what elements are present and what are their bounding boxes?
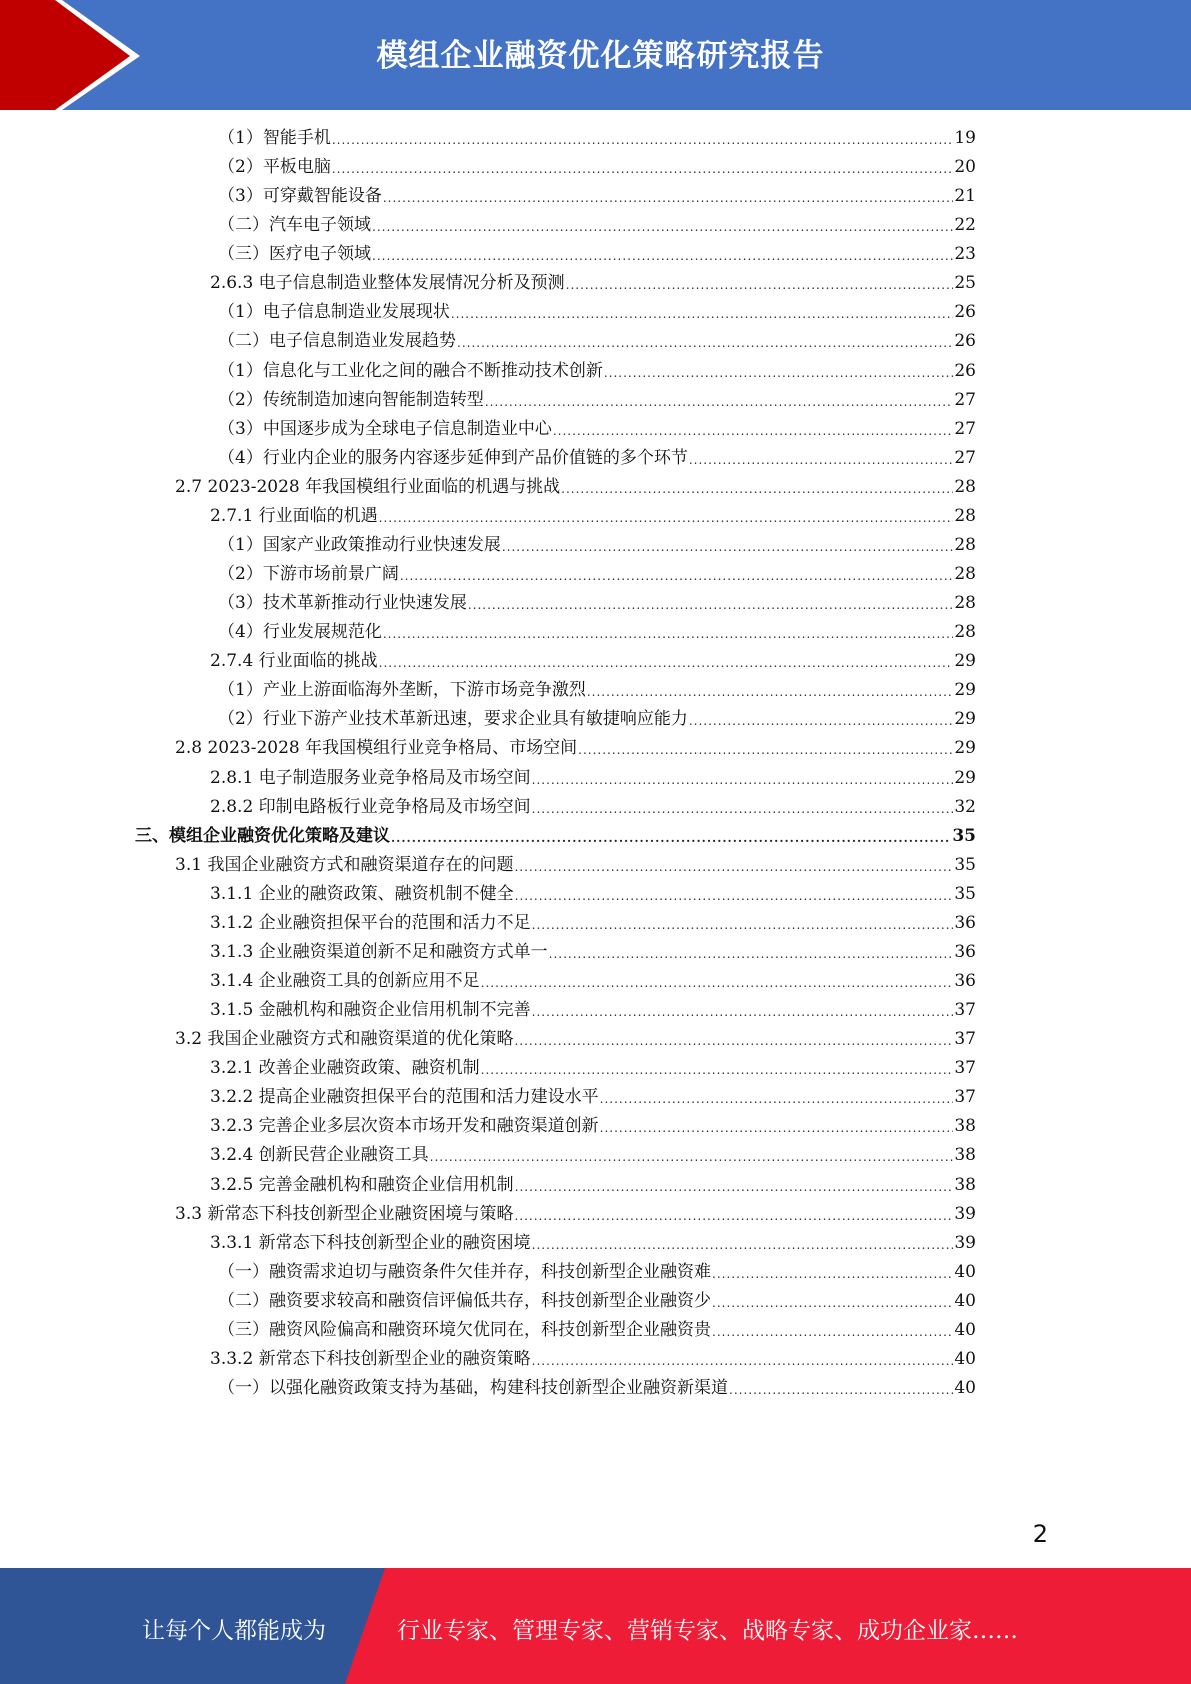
toc-entry[interactable] <box>210 905 976 934</box>
toc-entry-page: 19 <box>954 128 976 148</box>
toc-entry-page: 28 <box>954 534 976 555</box>
dot-leader <box>566 276 954 294</box>
page-footer <box>0 1568 1191 1684</box>
toc-entry-label: 2.8 2023-2028 年我国模组行业竞争格局、市场空间 <box>175 738 578 759</box>
toc-entry-label: 3.1.2 企业融资担保平台的范围和活力不足 <box>210 912 531 933</box>
toc-entry-page: 28 <box>954 593 976 614</box>
toc-entry-label: 2.7.4 行业面临的挑战 <box>210 651 378 672</box>
dot-leader <box>532 1236 954 1254</box>
toc-entry-label: 2.7 2023-2028 年我国模组行业面临的机遇与挑战 <box>175 476 561 497</box>
toc-entry[interactable] <box>210 643 976 672</box>
dot-leader <box>549 945 954 963</box>
dot-leader <box>383 625 954 643</box>
toc-entry[interactable] <box>218 178 976 207</box>
toc-entry[interactable] <box>210 992 976 1021</box>
toc-entry[interactable] <box>210 1167 976 1196</box>
dot-leader <box>553 422 954 440</box>
toc-entry-page: 27 <box>954 389 976 410</box>
toc-entry-label: （3）可穿戴智能设备 <box>218 186 382 207</box>
dot-leader <box>468 596 954 614</box>
dot-leader <box>332 131 954 149</box>
toc-entry-page: 39 <box>954 1203 976 1224</box>
toc-entry-label: （1）产业上游面临海外垄断，下游市场竞争激烈 <box>218 680 586 701</box>
dot-leader <box>514 858 953 876</box>
toc-entry-label: （一）以强化融资政策支持为基础，构建科技创新型企业融资新渠道 <box>218 1378 728 1398</box>
toc-entry-label: 3.1.4 企业融资工具的创新应用不足 <box>210 971 480 992</box>
toc-entry-label: 3.2.5 完善金融机构和融资企业信用机制 <box>210 1174 514 1195</box>
toc-entry[interactable] <box>210 498 976 527</box>
dot-leader <box>379 509 954 527</box>
toc-entry-label: （1）信息化与工业化之间的融合不断推动技术创新 <box>218 360 603 381</box>
toc-entry-page: 26 <box>954 331 976 352</box>
toc-entry[interactable] <box>210 963 976 992</box>
dot-leader <box>532 800 954 818</box>
toc-entry-page: 36 <box>954 912 976 933</box>
dot-leader <box>712 1323 953 1341</box>
toc-entry-page: 29 <box>954 767 976 788</box>
toc-entry-label: （三）融资风险偏高和融资环境欠优同在，科技创新型企业融资贵 <box>218 1319 711 1340</box>
toc-entry-label: （2）传统制造加速向智能制造转型 <box>218 389 484 410</box>
toc-entry-page: 35 <box>954 883 976 904</box>
toc-entry-page: 40 <box>954 1290 976 1311</box>
dot-leader <box>532 916 954 934</box>
dot-leader <box>515 887 954 905</box>
toc-entry[interactable] <box>218 1254 976 1283</box>
page-number: 2 <box>1032 1520 1048 1548</box>
toc-entry[interactable] <box>210 789 976 818</box>
toc-entry-page: 36 <box>954 971 976 992</box>
dot-leader <box>515 1178 954 1196</box>
toc-entry-label: （二）融资要求较高和融资信评偏低共存，科技创新型企业融资少 <box>218 1290 711 1311</box>
toc-entry-label: 2.8.1 电子制造服务业竞争格局及市场空间 <box>210 767 531 788</box>
dot-leader <box>430 1148 954 1166</box>
toc-entry-page: 27 <box>954 418 976 439</box>
toc-entry-page: 38 <box>954 1174 976 1195</box>
document-title: 模组企业融资优化策略研究报告 <box>376 38 825 74</box>
dot-leader <box>712 1294 953 1312</box>
toc-entry[interactable] <box>210 265 976 294</box>
toc-entry-label: （4）行业发展规范化 <box>218 622 382 643</box>
toc-entry-page: 26 <box>954 360 976 381</box>
toc-entry-page: 35 <box>954 854 976 875</box>
toc-entry[interactable] <box>218 120 976 149</box>
toc-entry[interactable] <box>218 382 976 411</box>
toc-entry[interactable] <box>218 527 976 556</box>
toc-entry[interactable] <box>210 934 976 963</box>
dot-leader <box>481 1061 954 1079</box>
toc-entry[interactable] <box>210 876 976 905</box>
page-header <box>0 0 1191 110</box>
dot-leader <box>514 1032 953 1050</box>
toc-entry-label: 3.2.2 提高企业融资担保平台的范围和活力建设水平 <box>210 1087 599 1108</box>
toc-entry-page: 27 <box>954 447 976 468</box>
toc-entry[interactable] <box>210 1225 976 1254</box>
toc-entry[interactable] <box>175 730 976 759</box>
toc-entry-label: （3）技术革新推动行业快速发展 <box>218 593 467 614</box>
toc-entry[interactable] <box>210 1341 976 1370</box>
toc-entry[interactable] <box>210 1079 976 1108</box>
dot-leader <box>600 1090 954 1108</box>
toc-entry-page: 39 <box>954 1232 976 1253</box>
toc-entry-page: 22 <box>954 215 976 236</box>
toc-entry[interactable] <box>218 236 976 265</box>
dot-leader <box>451 305 954 323</box>
dot-leader <box>481 974 954 992</box>
footer-slogan-left: 让每个人都能成为 <box>142 1618 326 1644</box>
toc-entry-label: （1）智能手机 <box>218 128 331 148</box>
dot-leader <box>532 771 954 789</box>
toc-entry-page: 32 <box>954 796 976 817</box>
toc-entry-page: 25 <box>954 273 976 294</box>
toc-entry-label: （3）中国逐步成为全球电子信息制造业中心 <box>218 418 552 439</box>
toc-entry-label: 3.2.3 完善企业多层次资本市场开发和融资渠道创新 <box>210 1116 599 1137</box>
toc-entry-label: （1）电子信息制造业发展现状 <box>218 302 450 323</box>
toc-entry-label: 3.1.1 企业的融资政策、融资机制不健全 <box>210 883 514 904</box>
toc-entry-label: 三、模组企业融资优化策略及建议 <box>135 825 390 846</box>
dot-leader <box>532 1003 954 1021</box>
dot-leader <box>457 334 953 352</box>
toc-entry-label: 3.1 我国企业融资方式和融资渠道存在的问题 <box>175 854 514 875</box>
toc-entry-label: （2）行业下游产业技术革新迅速，要求企业具有敏捷响应能力 <box>218 709 688 730</box>
toc-entry-page: 36 <box>954 941 976 962</box>
dot-leader <box>502 538 954 556</box>
toc-entry[interactable] <box>175 469 976 498</box>
toc-entry[interactable] <box>218 701 976 730</box>
toc-entry-page: 21 <box>954 186 976 207</box>
toc-entry-page: 26 <box>954 302 976 323</box>
toc-entry-page: 28 <box>954 476 976 497</box>
toc-entry-page: 40 <box>954 1348 976 1369</box>
dot-leader <box>604 364 954 382</box>
dot-leader <box>485 393 954 411</box>
toc-entry[interactable] <box>218 411 976 440</box>
toc-entry-label: （4）行业内企业的服务内容逐步延伸到产品价值链的多个环节 <box>218 447 688 468</box>
toc-entry[interactable] <box>218 207 976 236</box>
toc-entry[interactable] <box>210 1108 976 1137</box>
toc-entry-page: 29 <box>954 651 976 672</box>
dot-leader <box>383 189 954 207</box>
toc-entry-label: 3.1.3 企业融资渠道创新不足和融资方式单一 <box>210 941 548 962</box>
toc-entry[interactable] <box>218 323 976 352</box>
dot-leader <box>332 160 954 178</box>
toc-entry[interactable] <box>175 1196 976 1225</box>
toc-entry-page: 35 <box>952 825 976 846</box>
toc-entry-label: （三）医疗电子领域 <box>218 244 371 265</box>
toc-entry-page: 29 <box>954 680 976 701</box>
toc-entry[interactable] <box>218 1312 976 1341</box>
toc-entry-label: 2.7.1 行业面临的机遇 <box>210 505 378 526</box>
toc-entry-label: 3.3.1 新常态下科技创新型企业的融资困境 <box>210 1232 531 1253</box>
toc-entry[interactable] <box>210 760 976 789</box>
toc-entry[interactable] <box>135 818 976 847</box>
toc-entry-label: 3.3.2 新常态下科技创新型企业的融资策略 <box>210 1348 531 1369</box>
toc-entry[interactable] <box>218 1370 976 1399</box>
toc-entry[interactable] <box>218 440 976 469</box>
toc-entry[interactable] <box>210 1050 976 1079</box>
dot-leader <box>514 1207 953 1225</box>
dot-leader <box>587 683 954 701</box>
toc-entry-label: 3.1.5 金融机构和融资企业信用机制不完善 <box>210 1000 531 1021</box>
toc-entry-page: 29 <box>954 709 976 730</box>
toc-entry-page: 37 <box>954 1000 976 1021</box>
toc-entry-page: 40 <box>954 1261 976 1282</box>
toc-entry-page: 40 <box>954 1378 976 1398</box>
toc-entry-label: （2）平板电脑 <box>218 157 331 178</box>
toc-entry-page: 38 <box>954 1116 976 1137</box>
toc-entry-page: 20 <box>954 157 976 178</box>
toc-entry-label: （一）融资需求迫切与融资条件欠佳并存，科技创新型企业融资难 <box>218 1261 711 1282</box>
toc-entry-label: 3.3 新常态下科技创新型企业融资困境与策略 <box>175 1203 514 1224</box>
toc-entry-page: 38 <box>954 1145 976 1166</box>
toc-entry-label: （1）国家产业政策推动行业快速发展 <box>218 534 501 555</box>
dot-leader <box>379 654 954 672</box>
toc-entry[interactable] <box>218 294 976 323</box>
toc-entry[interactable] <box>218 149 976 178</box>
toc-entry-label: 2.6.3 电子信息制造业整体发展情况分析及预测 <box>210 273 565 294</box>
toc-entry[interactable] <box>210 1137 976 1166</box>
toc-entry-page: 29 <box>954 738 976 759</box>
dot-leader <box>689 451 954 469</box>
dot-leader <box>532 1352 954 1370</box>
dot-leader <box>600 1119 954 1137</box>
toc-entry[interactable] <box>218 1283 976 1312</box>
toc-entry[interactable] <box>218 614 976 643</box>
toc-entry-label: （二）汽车电子领域 <box>218 215 371 236</box>
toc-entry-label: 3.2.4 创新民营企业融资工具 <box>210 1145 429 1166</box>
toc-entry[interactable] <box>175 1021 976 1050</box>
dot-leader <box>712 1265 953 1283</box>
toc-entry-page: 23 <box>954 244 976 265</box>
dot-leader <box>689 712 954 730</box>
toc-entry-page: 37 <box>954 1029 976 1050</box>
toc-entry-page: 37 <box>954 1058 976 1079</box>
toc-entry[interactable] <box>218 672 976 701</box>
toc-entry[interactable] <box>218 353 976 382</box>
footer-slogan-right: 行业专家、管理专家、营销专家、战略专家、成功企业家…… <box>397 1618 1018 1644</box>
dot-leader <box>400 567 954 585</box>
toc-entry-label: 3.2.1 改善企业融资政策、融资机制 <box>210 1058 480 1079</box>
toc-entry-page: 28 <box>954 622 976 643</box>
dot-leader <box>561 480 953 498</box>
toc-entry-page: 37 <box>954 1087 976 1108</box>
dot-leader <box>391 829 951 847</box>
toc-entry-label: 3.2 我国企业融资方式和融资渠道的优化策略 <box>175 1029 514 1050</box>
toc-entry-label: （二）电子信息制造业发展趋势 <box>218 331 456 352</box>
toc-entry[interactable] <box>218 556 976 585</box>
dot-leader <box>729 1381 953 1399</box>
toc-entry-page: 40 <box>954 1319 976 1340</box>
toc-entry-label: 2.8.2 印制电路板行业竞争格局及市场空间 <box>210 796 531 817</box>
dot-leader <box>578 741 953 759</box>
toc-entry[interactable] <box>218 585 976 614</box>
dot-leader <box>372 218 953 236</box>
toc-entry-label: （2）下游市场前景广阔 <box>218 564 399 585</box>
toc-entry-page: 28 <box>954 564 976 585</box>
toc-entry[interactable] <box>175 847 976 876</box>
toc-entry-page: 28 <box>954 505 976 526</box>
dot-leader <box>372 247 953 265</box>
